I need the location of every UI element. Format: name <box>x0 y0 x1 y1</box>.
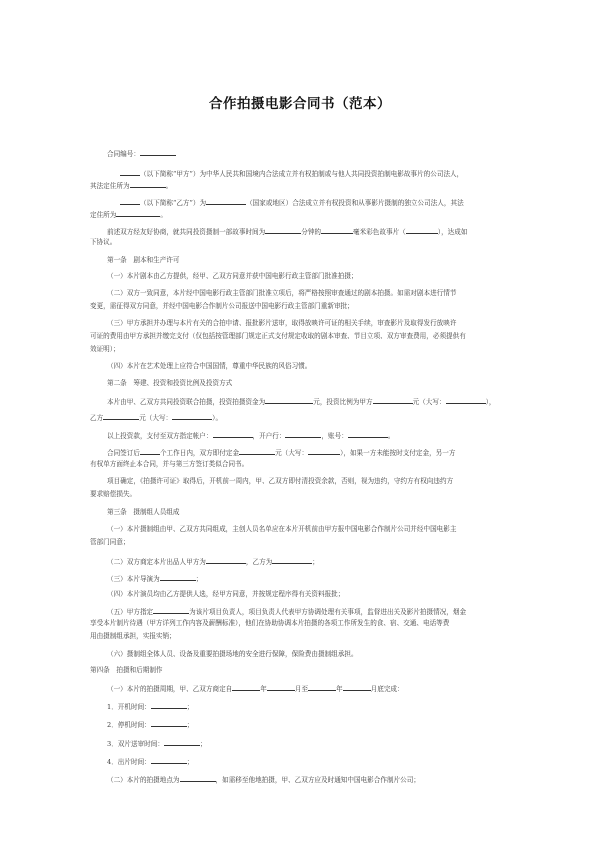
article-4-item-1: （一）本片的拍摄周期，甲、乙双方商定自 年 月至 年 月底完成： <box>107 685 404 693</box>
article-1-item-2-cont: 变更，需征得双方同意，并经中国电影合作制片公司报送中国电影行政主管部门重新审批； <box>90 302 354 310</box>
schedule-release: 4．出片时间： ； <box>107 758 194 766</box>
article-1-item-1: （一）本片剧本由乙方提供，经甲、乙双方同意并获中国电影行政主管部门批准拍摄； <box>107 272 358 280</box>
article-3-item-5: （五）甲方指定 为该片项目负责人，项目负责人代表甲方协调处理有关事项，监督进出关及影片拍摄情况，烟金 <box>107 608 467 616</box>
article-2-heading: 第二条 筹建、投资和投资比例及投资方式 <box>107 379 233 387</box>
article-4-item-2: （二）本片的拍摄地点为 ，如需移至他地拍摄，甲、乙双方应及时通知中国电影合作制片公司； <box>107 776 420 784</box>
article-3-item-1: （一）本片摄制组由甲、乙双方共同组成，主创人员名单应在本片开机前由甲方报中国电影合作制片公司并经中国电影主 <box>107 525 457 533</box>
article-3-item-6: （六）摄制组全体人员、设备及重要拍摄场地的安全进行保障，保险费由摄制组承担。 <box>107 650 358 658</box>
schedule-wrap: 2．停机时间： ； <box>107 721 194 729</box>
document-title: 合作拍摄电影合同书（范本） <box>209 96 391 112</box>
schedule-review: 3．双片送审时间： ； <box>107 740 207 748</box>
article-3-item-3: （三）本片导演为 ； <box>107 575 203 583</box>
article-3-item-5-cont: 享受本片制片待遇（甲方详列工作内容及薪酬标准），他们在协助协调本片拍摄的各项工作所发生的食、宿、交通、电话等费 <box>90 619 450 627</box>
article-3-item-1-cont: 管部门同意； <box>90 538 130 546</box>
preamble: 前述双方经友好协商，就共同投资摄制一部故事时间为 分钟的 毫米彩色故事片（ ），达成如 <box>107 228 468 236</box>
article-2-balance: 项目确定，《拍摄许可证》取得后，开机前一周内，甲、乙双方即付清投资余款，否则，视为违约，守约方有权向违约方 <box>107 477 454 485</box>
article-1-heading: 第一条 剧本和生产许可 <box>107 256 180 264</box>
article-1-item-3-cont: 可证的费用由甲方承担并缴完支付（仅包括按管理部门规定正式支付规定收取的剧本审查、节目立项、双方审查费用，必须提供有 <box>90 332 466 340</box>
article-3-item-5-end: 用由摄制组承担，实报实销； <box>90 632 176 640</box>
schedule-start: 1．开机时间： ； <box>107 703 194 711</box>
article-1-item-4: （四）本片在艺术处理上应符合中国国情，尊重中华民族的风俗习惯。 <box>107 362 312 370</box>
article-3-heading: 第三条 摄制组人员组成 <box>107 508 180 516</box>
article-3-item-4: （四）本片演员均由乙方提供人选，经甲方同意，并按规定程序得有关资料报批； <box>107 590 345 598</box>
preamble-cont: 下协议。 <box>90 238 117 246</box>
party-a-intro: （以下简称“甲方”）为中华人民共和国境内合法成立并有权拍制或与他人共同投资拍制电影故事片的公司法人， <box>120 168 463 179</box>
party-a-address: 其法定住所为 。 <box>90 182 173 190</box>
contract-number-line: 合同编号： <box>107 148 176 159</box>
article-2-party-b-share: 乙方 元（大写： ）。 <box>90 414 223 422</box>
article-2-account: 以上投资款，支付至双方指定帐户： ，开户行： ，账号： 。 <box>107 432 395 440</box>
article-1-item-2: （二）双方一致同意，本片经中国电影行政主管部门批准立项后，将严格按照审查通过的剧本拍摄。如需对剧本进行情节 <box>107 289 457 297</box>
article-2-investment: 本片由甲、乙双方共同投资联合拍摄，投资拍摄资金为 元，投资比例为甲方 元（大写： ）， <box>107 398 496 406</box>
article-2-deposit-cont: 有权单方面终止本合同，并与第三方签订类似合同书。 <box>90 460 249 468</box>
article-1-item-3-end: 效证明）； <box>90 345 120 353</box>
article-1-item-3: （三）甲方承担并办理与本片有关的合拍申请、报批影片送审，取得放映许可证的相关手续，审查影片及取得发行放映许 <box>107 319 457 327</box>
article-2-balance-cont: 要求赔偿损失。 <box>90 490 137 498</box>
party-b-address: 定住所为 。 <box>90 211 167 219</box>
party-b-intro: （以下简称“乙方”）为 （国家或地区）合法成立并有权投资和从事影片摄制的独立公司法人，其法 <box>120 197 464 208</box>
article-4-heading: 第四条 拍摄和后期制作 <box>90 666 163 674</box>
article-3-item-2: （二）双方商定本片出品人甲方为 ，乙方为 ； <box>107 558 319 566</box>
article-2-deposit: 合同签订后 个工作日内，双方即付定金 元（大写： ），如果一方未能按时支付定金，另一方 <box>107 449 456 457</box>
